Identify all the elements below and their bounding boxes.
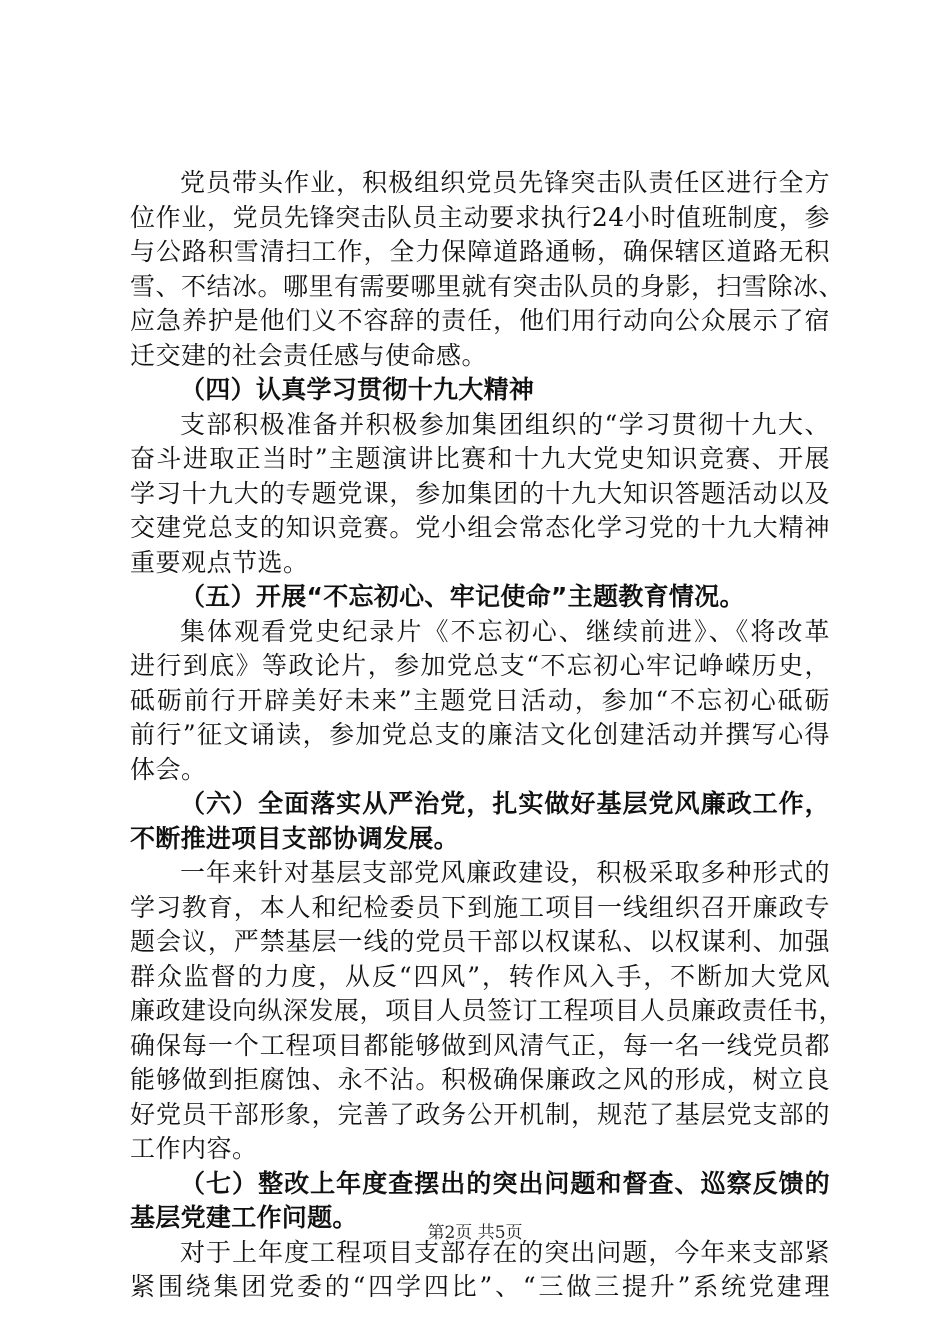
paragraph-line: 群众监督的力度，从反“四风”，转作风入手，不断加大党风: [130, 961, 830, 991]
paragraph-line: 廉政建设向纵深发展，项目人员签订工程项目人员廉政责任书，: [130, 996, 845, 1025]
paragraph-line: 题会议，严禁基层一线的党员干部以权谋私、以权谋利、加强: [130, 927, 830, 956]
page-footer: 第2页 共5页: [427, 1223, 523, 1243]
section-heading-line: （七）整改上年度查摆出的突出问题和督查、巡察反馈的: [180, 1168, 830, 1198]
paragraph-line: 进行到底》等政论片，参加党总支“不忘初心牢记峥嵘历史，: [130, 651, 830, 680]
paragraph-line: 应急养护是他们义不容辞的责任，他们用行动向公众展示了宿: [130, 306, 830, 335]
document-body: [130, 166, 845, 1305]
paragraph-line: 确保每一个工程项目都能够做到风清气正，每一名一线党员都: [130, 1030, 830, 1060]
paragraph-line: 重要观点节选。: [130, 547, 309, 577]
paragraph-line: 紧围绕集团党委的“四学四比”、“三做三提升”系统党建理: [130, 1272, 830, 1301]
paragraph-line: 前行”征文诵读，参加党总支的廉洁文化创建活动并撰写心得: [130, 720, 830, 749]
paragraph-line: 奋斗进取正当时”主题演讲比赛和十九大党史知识竞赛、开展: [130, 444, 830, 473]
section-heading-line: （六）全面落实从严治党，扎实做好基层党风廉政工作，: [180, 789, 830, 818]
paragraph-line: 对于上年度工程项目支部存在的突出问题，今年来支部紧: [180, 1237, 830, 1267]
section-heading-line: （五）开展“不忘初心、牢记使命”主题教育情况。: [180, 582, 745, 611]
section-heading-line: 不断推进项目支部协调发展。: [130, 823, 459, 853]
paragraph-line: 学习教育，本人和纪检委员下到施工项目一线组织召开廉政专: [130, 892, 830, 922]
paragraph-line: 交建党总支的知识竞赛。党小组会常态化学习党的十九大精神: [130, 513, 830, 542]
paragraph-line: 工作内容。: [130, 1134, 258, 1163]
paragraph-line: 好党员干部形象，完善了政务公开机制，规范了基层党支部的: [130, 1099, 830, 1129]
paragraph-line: 支部积极准备并积极参加集团组织的“学习贯彻十九大、: [180, 409, 830, 439]
paragraph-line: 体会。: [130, 754, 207, 784]
paragraph-line: 学习十九大的专题党课，参加集团的十九大知识答题活动以及: [130, 478, 830, 508]
paragraph-line: 集体观看党史纪录片《不忘初心、继续前进》、《将改革: [180, 616, 830, 646]
paragraph-line: 党员带头作业，积极组织党员先锋突击队责任区进行全方: [180, 168, 830, 197]
paragraph-line: 雪、不结冰。哪里有需要哪里就有突击队员的身影，扫雪除冰、: [130, 271, 845, 301]
paragraph-line: 与公路积雪清扫工作，全力保障道路通畅，确保辖区道路无积: [130, 237, 830, 266]
section-heading-line: 基层党建工作问题。: [130, 1203, 358, 1232]
paragraph-line: 能够做到拒腐蚀、永不沾。积极确保廉政之风的形成，树立良: [130, 1065, 830, 1094]
paragraph-line: 一年来针对基层支部党风廉政建设，积极采取多种形式的: [180, 858, 830, 887]
paragraph-line: 砥砺前行开辟美好未来”主题党日活动，参加“不忘初心砥砺: [130, 685, 830, 715]
section-heading-line: （四）认真学习贯彻十九大精神: [180, 375, 535, 404]
paragraph-line: 迁交建的社会责任感与使命感。: [130, 340, 488, 370]
paragraph-line: 位作业，党员先锋突击队员主动要求执行24小时值班制度，参: [130, 202, 830, 232]
